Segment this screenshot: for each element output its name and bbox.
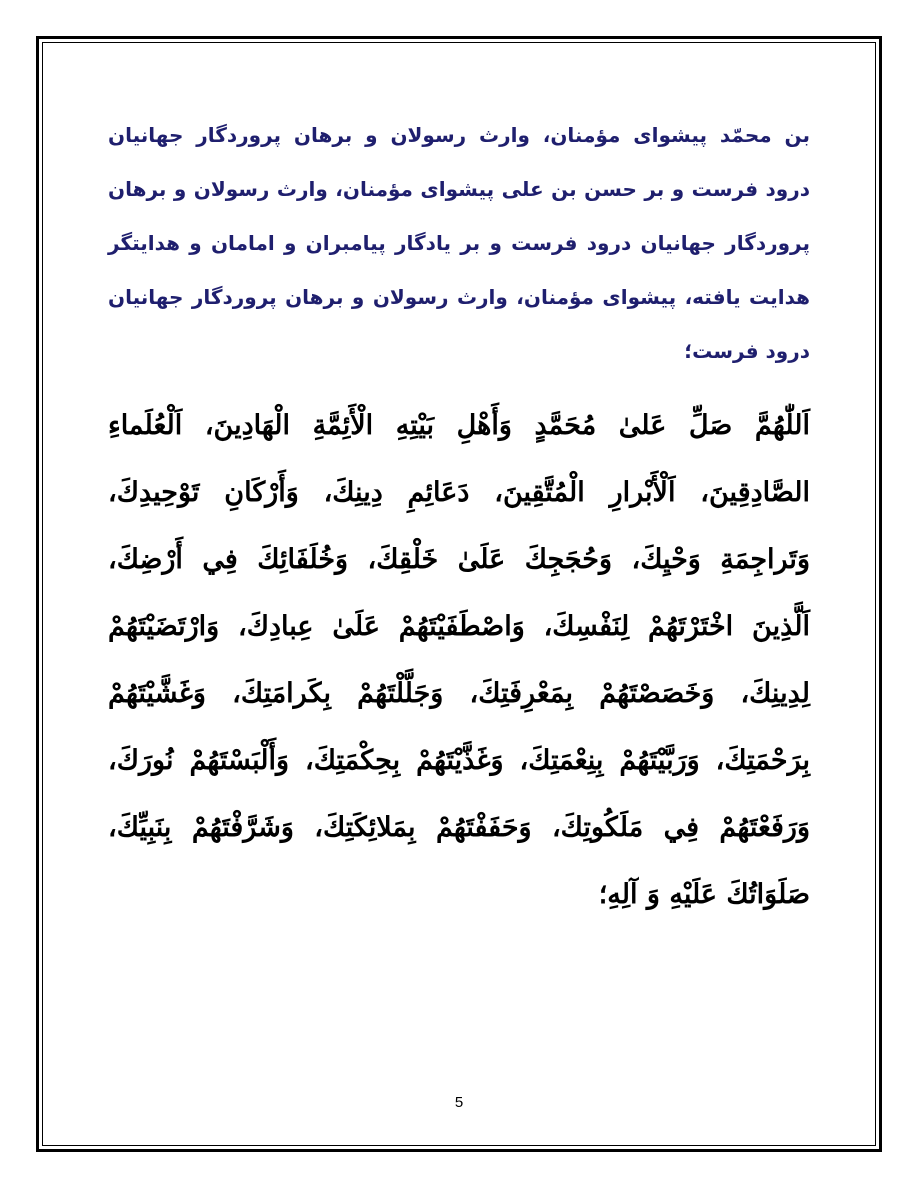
page-content xyxy=(108,108,810,928)
persian-line: درود فرست و بر حسن بن علی پیشوای مؤمنان، وارث رسولان و برهان xyxy=(108,177,810,201)
arabic-line: بِرَحْمَتِكَ، وَرَبَّيْتَهُمْ بِنِعْمَتِكَ، وَغَذَّيْتَهُمْ بِحِكْمَتِكَ، وَأَلْبَسْتَهُمْ نُورَكَ، xyxy=(108,745,810,776)
arabic-supplication xyxy=(108,392,810,928)
persian-line: بن محمّد پیشوای مؤمنان، وارث رسولان و برهان پروردگار جهانیان xyxy=(108,123,810,147)
arabic-line: اَللّٰهُمَّ صَلِّ عَلىٰ مُحَمَّدٍ وَأَهْلِ بَيْتِهِ الْأَئِمَّةِ الْهَادِينَ، اَلْعُلَماءِ xyxy=(108,410,810,441)
arabic-line: اَلَّذِينَ اخْتَرْتَهُمْ لِنَفْسِكَ، وَاصْطَفَيْتَهُمْ عَلَىٰ عِبادِكَ، وَارْتَضَيْتَهُمْ xyxy=(108,611,810,642)
arabic-line: الصَّادِقِينَ، اَلْأَبْرارِ الْمُتَّقِينَ، دَعَائِمِ دِينِكَ، وَأَرْكَانِ تَوْحِيدِكَ، xyxy=(108,477,810,508)
arabic-line: صَلَوَاتُكَ عَلَيْهِ وَ آلِهِ؛ xyxy=(598,879,810,910)
arabic-line: وَتَراجِمَةِ وَحْيِكَ، وَحُجَجِكَ عَلَىٰ خَلْقِكَ، وَخُلَفَائِكَ فِي أَرْضِكَ، xyxy=(108,544,810,575)
page-number: 5 xyxy=(454,1094,464,1111)
arabic-line: لِدِينِكَ، وَخَصَصْتَهُمْ بِمَعْرِفَتِكَ، وَجَلَّلْتَهُمْ بِكَرامَتِكَ، وَغَشَّيْتَهُمْ xyxy=(108,678,810,709)
persian-line: هدایت یافته، پیشوای مؤمنان، وارث رسولان و برهان پروردگار جهانیان xyxy=(108,285,810,309)
persian-translation xyxy=(108,108,810,378)
persian-line: درود فرست؛ xyxy=(684,339,810,363)
arabic-line: وَرَفَعْتَهُمْ فِي مَلَكُوتِكَ، وَحَفَفْتَهُمْ بِمَلائِكَتِكَ، وَشَرَّفْتَهُمْ بِنَبِيِّكَ، xyxy=(108,812,810,843)
persian-line: پروردگار جهانیان درود فرست و بر یادگار پیامبران و امامان و هدایتگر xyxy=(108,231,810,255)
